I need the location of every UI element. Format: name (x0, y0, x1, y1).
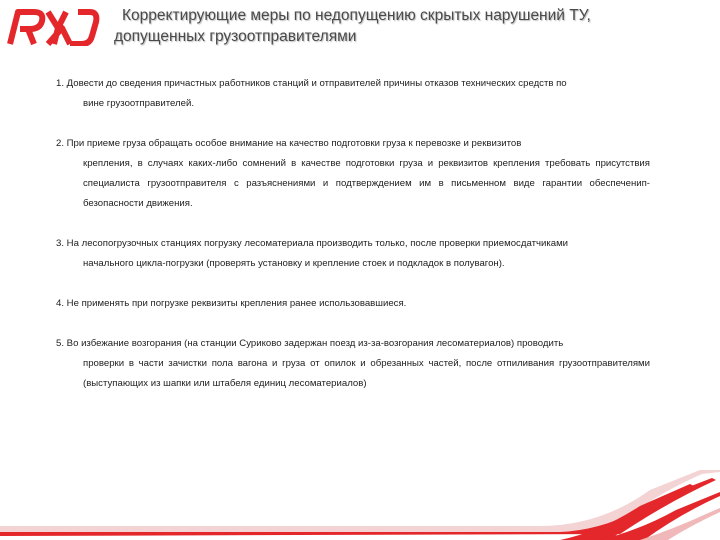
list-item (56, 294, 650, 314)
decorative-swoosh (0, 470, 720, 540)
page-title (114, 5, 714, 47)
item-first-line: 1. Довести до сведения причастных работников станций и отправителей причины отказов технических средств по (56, 78, 567, 89)
item-continuation: начального цикла-погрузки (проверять установку и крепление стоек и подкладок в полувагон). (83, 258, 505, 269)
list-item (56, 134, 650, 214)
item-first-line: 5. Во избежание возгорания (на станции Суриково задержан поезд из-за-возгорания лесоматериалов) проводить (56, 338, 564, 349)
list-item (56, 74, 650, 114)
item-continuation: крепления, в случаях каких-либо сомнений в качестве подготовки груза и реквизитов крепления требовать присутствия специалиста грузоотправителя с разъяснениями и подтверждением им в письменном виде гарантии обеспеченип-безопасности движения. (83, 158, 650, 209)
title-line-1: Корректирующие меры по недопущению скрытых нарушений ТУ, (122, 7, 591, 24)
item-first-line: 4. Не применять при погрузке реквизиты крепления ранее использовавшиеся. (56, 298, 407, 309)
measures-list (56, 74, 650, 414)
item-first-line: 3. На лесопогрузочных станциях погрузку лесоматериала производить только, после проверки приемосдатчиками (56, 238, 569, 249)
item-continuation: проверки в части зачистки пола вагона и груза от опилок и обрезанных частей, после отпиливания грузоотправителями (выступающих из шапки или штабеля единиц лесоматериалов) (83, 358, 650, 389)
title-line-2: допущенных грузоотправителями (114, 28, 357, 45)
list-item (56, 334, 650, 394)
list-item (56, 234, 650, 274)
rzd-logo (4, 6, 102, 46)
item-continuation: вине грузоотправителей. (83, 98, 195, 109)
item-first-line: 2. При приеме груза обращать особое внимание на качество подготовки груза к перевозке и реквизитов (56, 138, 522, 149)
